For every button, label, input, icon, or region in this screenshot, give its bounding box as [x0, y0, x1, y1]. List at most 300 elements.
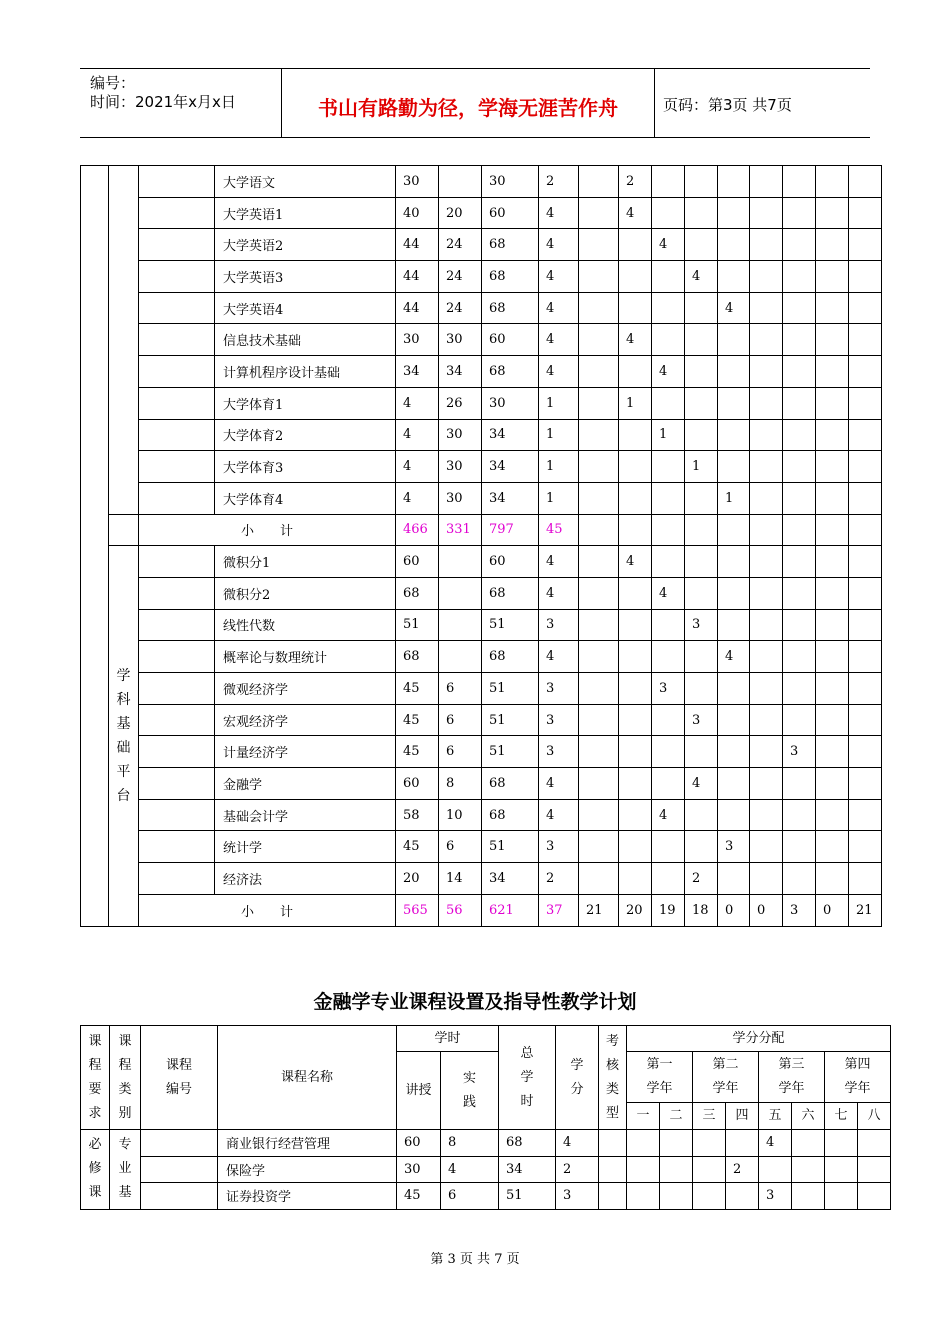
value-cell: 34	[482, 863, 539, 895]
value-cell	[783, 641, 816, 673]
value-cell	[816, 451, 849, 483]
course-code-cell	[139, 229, 215, 261]
platform-cell	[109, 514, 139, 546]
value-cell	[783, 482, 816, 514]
value-cell	[693, 1156, 726, 1183]
value-cell: 34	[482, 451, 539, 483]
empty-cell	[579, 514, 619, 546]
course-code-cell	[139, 292, 215, 324]
header-year	[759, 1052, 825, 1103]
header-semester	[660, 1103, 693, 1130]
header-category	[110, 1026, 141, 1130]
course-name-cell: 大学体育2	[215, 419, 396, 451]
value-cell: 4	[396, 419, 439, 451]
value-cell	[685, 166, 718, 198]
value-cell: 68	[482, 768, 539, 800]
value-cell	[718, 673, 750, 705]
value-cell	[685, 482, 718, 514]
value-cell: 4	[685, 768, 718, 800]
course-code-cell	[139, 261, 215, 293]
value-cell	[685, 387, 718, 419]
value-cell: 45	[397, 1183, 441, 1210]
value-cell: 1	[539, 419, 579, 451]
subtotal-label: 小 计	[139, 514, 396, 546]
value-cell	[619, 736, 652, 768]
outer-category-cell	[81, 166, 109, 927]
value-cell	[619, 863, 652, 895]
course-name-cell: 宏观经济学	[215, 704, 396, 736]
value-cell: 51	[396, 609, 439, 641]
value-cell: 6	[441, 1183, 499, 1210]
table-row	[81, 166, 882, 198]
value-cell	[849, 229, 882, 261]
header-semester-text: 八	[867, 1108, 881, 1123]
value-cell	[619, 261, 652, 293]
value-cell: 4	[539, 546, 579, 578]
value-cell: 4	[539, 356, 579, 388]
value-cell	[579, 451, 619, 483]
header-category-text: 课程类别	[118, 1033, 132, 1121]
value-cell	[685, 292, 718, 324]
value-cell	[849, 387, 882, 419]
plan-title: 金融学专业课程设置及指导性教学计划	[313, 991, 637, 1013]
value-cell	[718, 419, 750, 451]
subtotal-row	[81, 894, 882, 926]
header-distribution	[627, 1026, 891, 1052]
header-hours	[397, 1026, 499, 1052]
value-cell	[816, 387, 849, 419]
value-cell: 8	[439, 768, 482, 800]
empty-cell	[685, 514, 718, 546]
value-cell	[849, 546, 882, 578]
value-cell: 68	[482, 229, 539, 261]
header-semester-text: 七	[834, 1108, 848, 1123]
header-year-text: 第四学年	[844, 1057, 871, 1096]
value-cell	[718, 799, 750, 831]
value-cell	[579, 768, 619, 800]
header-semester	[858, 1103, 891, 1130]
value-cell	[718, 577, 750, 609]
header-semester	[693, 1103, 726, 1130]
value-cell	[439, 166, 482, 198]
value-cell	[858, 1183, 891, 1210]
value-cell	[685, 546, 718, 578]
value-cell: 4	[539, 197, 579, 229]
value-cell	[718, 736, 750, 768]
requirement-cell-text: 必修课	[88, 1137, 102, 1201]
value-cell: 60	[396, 768, 439, 800]
value-cell	[652, 736, 685, 768]
value-cell	[619, 482, 652, 514]
course-code-cell	[139, 387, 215, 419]
value-cell	[619, 799, 652, 831]
value-cell: 3	[539, 736, 579, 768]
value-cell	[579, 387, 619, 419]
course-name-cell: 大学英语2	[215, 229, 396, 261]
value-cell	[783, 704, 816, 736]
value-cell	[718, 261, 750, 293]
subtotal-row	[81, 514, 882, 546]
value-cell	[816, 356, 849, 388]
table-row	[81, 482, 882, 514]
value-cell	[652, 197, 685, 229]
course-name-cell: 大学语文	[215, 166, 396, 198]
course-code-cell	[141, 1183, 218, 1210]
value-cell	[783, 673, 816, 705]
header-exam	[599, 1026, 627, 1130]
header-lecture	[397, 1052, 441, 1130]
value-cell: 24	[439, 292, 482, 324]
value-cell	[718, 324, 750, 356]
table-row	[81, 736, 882, 768]
value-cell: 30	[482, 387, 539, 419]
header-semester-text: 五	[768, 1108, 782, 1123]
table-row	[81, 324, 882, 356]
value-cell	[750, 229, 783, 261]
subtotal-semester-value: 21	[579, 894, 619, 926]
value-cell: 4	[539, 799, 579, 831]
value-cell	[849, 324, 882, 356]
value-cell	[816, 704, 849, 736]
header-practice	[441, 1052, 499, 1130]
table-row	[81, 229, 882, 261]
value-cell	[619, 831, 652, 863]
value-cell: 4	[539, 292, 579, 324]
course-code-cell	[139, 609, 215, 641]
value-cell: 3	[539, 609, 579, 641]
value-cell	[718, 387, 750, 419]
subtotal-semester-value: 3	[783, 894, 816, 926]
value-cell	[652, 387, 685, 419]
value-cell	[849, 831, 882, 863]
category-cell	[110, 1130, 141, 1210]
value-cell	[718, 863, 750, 895]
value-cell	[750, 768, 783, 800]
value-cell	[627, 1130, 660, 1157]
value-cell: 1	[539, 482, 579, 514]
value-cell: 60	[396, 546, 439, 578]
table-row	[81, 356, 882, 388]
date-line: 时间：2021年x月x日	[90, 93, 236, 111]
value-cell	[750, 387, 783, 419]
value-cell: 51	[482, 673, 539, 705]
platform-label-text: 学科基础平台	[116, 667, 131, 804]
header-exam-text: 考核类型	[606, 1033, 620, 1121]
empty-cell	[652, 514, 685, 546]
course-code-cell	[139, 577, 215, 609]
value-cell	[783, 799, 816, 831]
value-cell	[579, 324, 619, 356]
header-semester-text: 二	[669, 1108, 683, 1123]
value-cell	[652, 261, 685, 293]
value-cell: 44	[396, 229, 439, 261]
subtotal-semester-value: 21	[849, 894, 882, 926]
course-code-cell	[139, 356, 215, 388]
value-cell	[579, 577, 619, 609]
value-cell	[750, 197, 783, 229]
value-cell: 30	[482, 166, 539, 198]
motto: 书山有路勤为径，学海无涯苦作舟	[318, 96, 618, 120]
value-cell	[849, 292, 882, 324]
value-cell: 4	[539, 641, 579, 673]
value-cell: 51	[482, 736, 539, 768]
value-cell: 68	[482, 356, 539, 388]
value-cell	[718, 451, 750, 483]
value-cell	[816, 641, 849, 673]
value-cell: 30	[439, 419, 482, 451]
value-cell: 68	[482, 292, 539, 324]
value-cell	[579, 831, 619, 863]
value-cell: 4	[718, 641, 750, 673]
value-cell: 1	[539, 387, 579, 419]
value-cell: 2	[539, 863, 579, 895]
value-cell	[816, 324, 849, 356]
value-cell	[652, 704, 685, 736]
header-year	[693, 1052, 759, 1103]
value-cell: 4	[652, 356, 685, 388]
page-footer: 第 3 页 共 7 页	[430, 1252, 520, 1267]
value-cell	[660, 1130, 693, 1157]
value-cell: 30	[397, 1156, 441, 1183]
empty-cell	[849, 514, 882, 546]
value-cell	[579, 673, 619, 705]
course-code-cell	[139, 451, 215, 483]
value-cell	[750, 482, 783, 514]
value-cell: 34	[499, 1156, 556, 1183]
table-row	[81, 387, 882, 419]
header-total-text: 总学时	[520, 1045, 534, 1109]
platform-cell	[109, 166, 139, 515]
value-cell: 4	[441, 1156, 499, 1183]
course-code-cell	[139, 641, 215, 673]
value-cell	[849, 419, 882, 451]
value-cell	[579, 482, 619, 514]
value-cell: 68	[482, 641, 539, 673]
value-cell: 68	[482, 577, 539, 609]
value-cell: 30	[439, 451, 482, 483]
value-cell: 34	[482, 482, 539, 514]
value-cell	[816, 799, 849, 831]
value-cell: 20	[439, 197, 482, 229]
course-code-cell	[139, 197, 215, 229]
value-cell	[849, 799, 882, 831]
value-cell	[849, 641, 882, 673]
value-cell	[693, 1130, 726, 1157]
course-name-cell: 线性代数	[215, 609, 396, 641]
course-name-cell: 大学英语1	[215, 197, 396, 229]
header-page-cell	[655, 69, 870, 137]
value-cell: 34	[482, 419, 539, 451]
value-cell: 60	[397, 1130, 441, 1157]
value-cell	[439, 641, 482, 673]
value-cell: 4	[539, 229, 579, 261]
value-cell	[816, 736, 849, 768]
value-cell	[816, 166, 849, 198]
page-header	[80, 68, 870, 138]
value-cell	[579, 546, 619, 578]
value-cell: 4	[619, 324, 652, 356]
table-row	[81, 197, 882, 229]
header-semester	[825, 1103, 858, 1130]
value-cell: 4	[685, 261, 718, 293]
value-cell	[750, 609, 783, 641]
value-cell	[718, 546, 750, 578]
table-row	[81, 831, 882, 863]
header-name-text: 课程名称	[280, 1069, 333, 1085]
table-row	[81, 1183, 891, 1210]
value-cell: 2	[539, 166, 579, 198]
value-cell	[750, 863, 783, 895]
value-cell	[816, 673, 849, 705]
header-code-text: 课程编号	[165, 1057, 192, 1097]
value-cell	[783, 863, 816, 895]
course-code-cell	[141, 1130, 218, 1157]
value-cell	[619, 768, 652, 800]
value-cell	[825, 1156, 858, 1183]
table-row	[81, 768, 882, 800]
course-code-cell	[139, 546, 215, 578]
course-name-cell: 大学英语4	[215, 292, 396, 324]
value-cell: 44	[396, 261, 439, 293]
course-name-cell: 统计学	[215, 831, 396, 863]
value-cell	[685, 229, 718, 261]
value-cell: 4	[619, 546, 652, 578]
value-cell	[816, 197, 849, 229]
value-cell	[685, 356, 718, 388]
value-cell: 4	[759, 1130, 792, 1157]
value-cell: 51	[499, 1183, 556, 1210]
value-cell: 58	[396, 799, 439, 831]
header-practice-text: 实践	[462, 1070, 476, 1110]
value-cell: 60	[482, 324, 539, 356]
value-cell: 24	[439, 229, 482, 261]
value-cell	[579, 292, 619, 324]
value-cell: 1	[718, 482, 750, 514]
value-cell: 4	[652, 229, 685, 261]
course-code-cell	[139, 736, 215, 768]
value-cell	[652, 482, 685, 514]
value-cell	[816, 292, 849, 324]
header-credit	[556, 1026, 599, 1130]
value-cell	[685, 673, 718, 705]
value-cell	[750, 577, 783, 609]
value-cell	[718, 229, 750, 261]
value-cell: 3	[718, 831, 750, 863]
subtotal-value: 621	[482, 894, 539, 926]
value-cell	[816, 261, 849, 293]
value-cell	[619, 577, 652, 609]
value-cell	[849, 482, 882, 514]
course-name-cell: 基础会计学	[215, 799, 396, 831]
value-cell	[783, 356, 816, 388]
value-cell: 1	[619, 387, 652, 419]
value-cell: 60	[482, 197, 539, 229]
value-cell	[825, 1130, 858, 1157]
value-cell	[849, 863, 882, 895]
value-cell	[750, 356, 783, 388]
table-row	[81, 641, 882, 673]
value-cell	[627, 1156, 660, 1183]
value-cell	[652, 863, 685, 895]
value-cell: 10	[439, 799, 482, 831]
table-row	[81, 704, 882, 736]
value-cell: 3	[539, 704, 579, 736]
value-cell	[685, 736, 718, 768]
value-cell	[599, 1156, 627, 1183]
header-semester	[759, 1103, 792, 1130]
header-total	[499, 1026, 556, 1130]
value-cell	[660, 1156, 693, 1183]
subtotal-semester-value: 19	[652, 894, 685, 926]
table-row	[81, 609, 882, 641]
value-cell	[619, 704, 652, 736]
value-cell: 30	[396, 324, 439, 356]
course-name-cell: 计算机程序设计基础	[215, 356, 396, 388]
value-cell: 20	[396, 863, 439, 895]
subtotal-value: 466	[396, 514, 439, 546]
value-cell	[849, 736, 882, 768]
value-cell: 4	[619, 197, 652, 229]
value-cell	[750, 451, 783, 483]
value-cell	[849, 673, 882, 705]
course-name-cell: 微积分1	[215, 546, 396, 578]
value-cell: 1	[539, 451, 579, 483]
value-cell	[816, 609, 849, 641]
subtotal-value: 45	[539, 514, 579, 546]
course-name-cell: 金融学	[215, 768, 396, 800]
value-cell	[783, 324, 816, 356]
value-cell	[750, 546, 783, 578]
value-cell	[783, 451, 816, 483]
value-cell	[816, 768, 849, 800]
header-lecture-text: 讲授	[405, 1082, 432, 1098]
subtotal-value: 797	[482, 514, 539, 546]
table-row	[81, 419, 882, 451]
value-cell	[750, 641, 783, 673]
value-cell	[579, 419, 619, 451]
course-name-cell: 大学体育4	[215, 482, 396, 514]
value-cell: 45	[396, 704, 439, 736]
value-cell	[718, 609, 750, 641]
value-cell	[750, 292, 783, 324]
course-name-cell: 大学体育1	[215, 387, 396, 419]
value-cell: 26	[439, 387, 482, 419]
header-semester-text: 六	[801, 1108, 815, 1123]
value-cell	[718, 166, 750, 198]
empty-cell	[619, 514, 652, 546]
course-name-cell: 微积分2	[215, 577, 396, 609]
value-cell	[685, 799, 718, 831]
value-cell	[783, 419, 816, 451]
value-cell	[439, 577, 482, 609]
value-cell: 45	[396, 831, 439, 863]
category-cell-text: 专业基	[118, 1137, 132, 1201]
value-cell	[783, 387, 816, 419]
value-cell	[750, 799, 783, 831]
value-cell: 4	[539, 261, 579, 293]
header-credit-text: 学分	[570, 1057, 584, 1097]
value-cell	[849, 577, 882, 609]
empty-cell	[718, 514, 750, 546]
header-semester	[792, 1103, 825, 1130]
value-cell: 4	[539, 577, 579, 609]
value-cell: 4	[718, 292, 750, 324]
course-name-cell: 信息技术基础	[215, 324, 396, 356]
subtotal-semester-value: 18	[685, 894, 718, 926]
course-name-cell: 微观经济学	[215, 673, 396, 705]
value-cell: 51	[482, 831, 539, 863]
header-semester	[726, 1103, 759, 1130]
